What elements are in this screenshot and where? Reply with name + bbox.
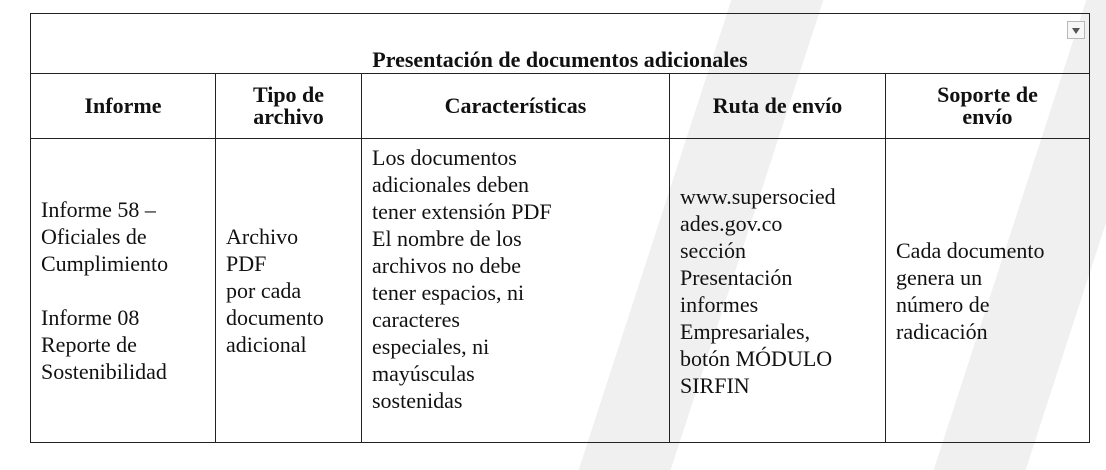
caracteristicas-line: sostenidas bbox=[372, 388, 463, 413]
table-title-row bbox=[31, 14, 1089, 74]
header-ruta-label: Ruta de envío bbox=[712, 93, 843, 118]
header-informe-label: Informe bbox=[84, 93, 162, 118]
informe-58-line3: Cumplimiento bbox=[41, 251, 169, 276]
caracteristicas-line: mayúsculas bbox=[372, 361, 475, 386]
caracteristicas-line: tener espacios, ni bbox=[372, 280, 525, 305]
header-tipo-line1: Tipo de bbox=[252, 82, 325, 107]
header-caracteristicas-label: Características bbox=[444, 93, 587, 118]
document-table bbox=[30, 13, 1090, 443]
ruta-line: sección bbox=[680, 237, 746, 263]
informe-08-line2: Reporte de bbox=[41, 332, 137, 357]
tipo-line: documento bbox=[226, 305, 324, 330]
cell-tipo-archivo bbox=[216, 139, 362, 442]
dropdown-arrow-icon[interactable] bbox=[1067, 21, 1085, 39]
soporte-line: genera un bbox=[896, 264, 983, 290]
ruta-line: Empresariales, bbox=[680, 318, 811, 344]
header-tipo-line2: archivo bbox=[253, 104, 324, 129]
caracteristicas-line: tener extensión PDF bbox=[372, 199, 552, 224]
header-ruta-envio bbox=[670, 74, 886, 139]
tipo-line: PDF bbox=[226, 251, 267, 276]
caracteristicas-line: Los documentos bbox=[372, 145, 517, 170]
soporte-line: número de bbox=[896, 291, 990, 317]
caracteristicas-line: adicionales deben bbox=[372, 172, 529, 197]
caracteristicas-line: caracteres bbox=[372, 307, 460, 332]
cell-informe bbox=[31, 139, 216, 442]
header-soporte-line1: Soporte de bbox=[937, 82, 1038, 107]
informe-08-line3: Sostenibilidad bbox=[41, 359, 167, 384]
ruta-line: informes bbox=[680, 291, 759, 317]
tipo-line: adicional bbox=[226, 332, 307, 357]
ruta-line: Presentación bbox=[680, 264, 793, 290]
soporte-line: radicación bbox=[896, 318, 988, 344]
header-soporte-line2: envío bbox=[962, 104, 1013, 129]
cell-ruta-envio bbox=[670, 139, 886, 442]
informe-58-line2: Oficiales de bbox=[41, 224, 147, 249]
informe-58-line1: Informe 58 – bbox=[41, 197, 156, 222]
header-caracteristicas bbox=[362, 74, 670, 139]
soporte-line: Cada documento bbox=[896, 237, 1045, 263]
informe-08-line1: Informe 08 bbox=[41, 305, 140, 330]
ruta-line: SIRFIN bbox=[680, 372, 750, 398]
tipo-line: por cada bbox=[226, 278, 302, 303]
caracteristicas-line: especiales, ni bbox=[372, 334, 490, 359]
spacer bbox=[41, 277, 207, 304]
ruta-line: www.supersocied bbox=[680, 183, 836, 209]
tipo-line: Archivo bbox=[226, 224, 299, 249]
header-tipo-archivo bbox=[216, 74, 362, 139]
caracteristicas-line: archivos no debe bbox=[372, 253, 522, 278]
caracteristicas-line: El nombre de los bbox=[372, 226, 522, 251]
header-soporte-envio bbox=[886, 74, 1089, 139]
table-title: Presentación de documentos adicionales bbox=[372, 47, 748, 72]
ruta-line: botón MÓDULO bbox=[680, 345, 833, 371]
cell-caracteristicas bbox=[362, 139, 670, 442]
cell-soporte-envio bbox=[886, 139, 1089, 442]
header-informe bbox=[31, 74, 216, 139]
ruta-line: ades.gov.co bbox=[680, 210, 783, 236]
